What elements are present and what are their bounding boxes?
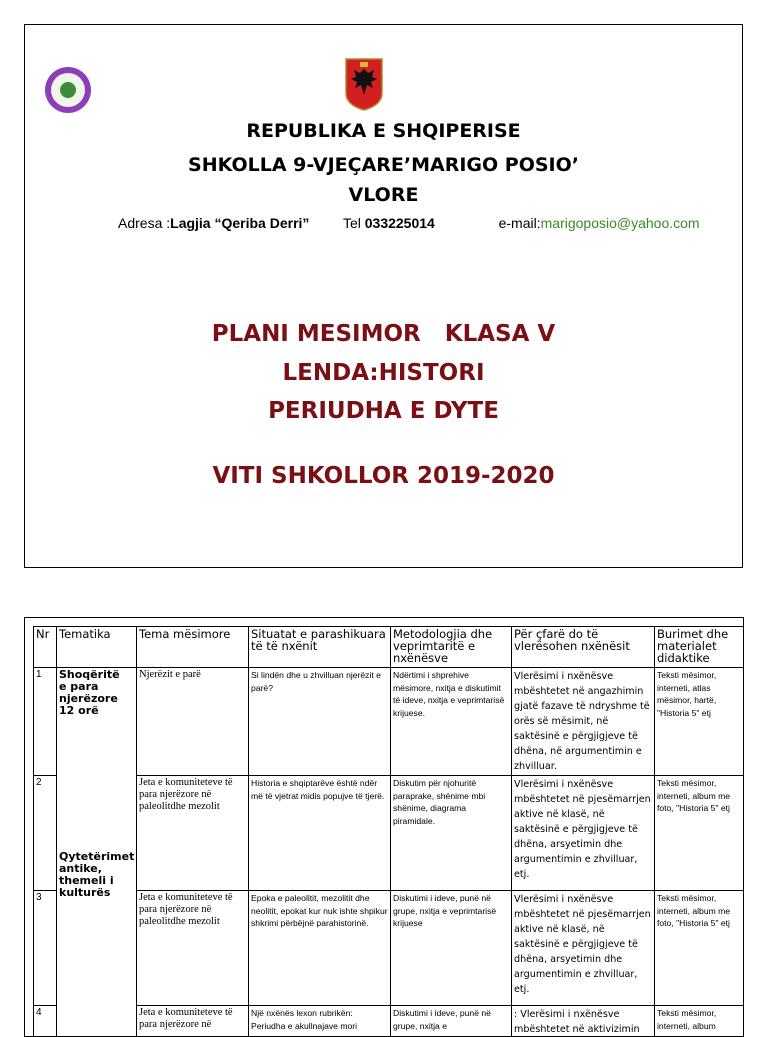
table-row — [34, 668, 745, 776]
cell-situata: Historia e shqiptarëve është ndër më të vjetrat midis popujve të tjerë. — [249, 776, 391, 891]
cell-tema: Njerëzit e parë — [137, 668, 249, 776]
cell-burimet: Teksti mësimor, interneti, album me foto, "Historia 5" etj — [655, 776, 745, 891]
cell-tema: Jeta e komuniteteve të para njerëzore në paleolitdhe mezolit — [137, 776, 249, 891]
address-value: Lagjia “Qeriba Derri” — [170, 215, 309, 231]
tematika-1: Shoqëritë e para njerëzore 12 orë — [59, 669, 129, 717]
cell-burimet: Teksti mësimor, interneti, album — [655, 1006, 745, 1037]
tel-value: 033225014 — [365, 215, 435, 231]
cell-vleresimi: Vlerësimi i nxënësve mbështetet në angazhimin gjatë fazave të ndryshme të orës së mësimit, në saktësinë e përgjigjeve të dhëna, në argumentimin e zhvilluar. — [512, 668, 655, 776]
cell-vleresimi: Vlerësimi i nxënësve mbështetet në pjesëmarrjen aktive në klasë, në saktësinë e përgjigjeve të dhëna, arsyetimin dhe argumentimin e zhvilluar, etj. — [512, 891, 655, 1006]
cell-nr: 2 — [34, 776, 57, 891]
cell-tema: Jeta e komuniteteve të para njerëzore në — [137, 1006, 249, 1037]
plan-title: PLANI MESIMOR KLASA V — [25, 321, 742, 347]
header-tema: Tema mësimore — [137, 627, 249, 668]
cell-situata: Si lindën dhe u zhvilluan njerëzit e parë? — [249, 668, 391, 776]
cover-page — [24, 24, 743, 568]
cell-nr: 3 — [34, 891, 57, 1006]
city-name: VLORE — [25, 184, 742, 206]
header-nr: Nr — [34, 627, 57, 668]
plan-table — [33, 626, 744, 1037]
cell-nr: 1 — [34, 668, 57, 776]
albania-emblem-icon — [344, 57, 384, 111]
cell-vleresimi: : Vlerësimi i nxënësve mbështetet në aktivizimin — [512, 1006, 655, 1037]
table-row — [34, 1006, 745, 1037]
header-burimet: Burimet dhe materialet didaktike — [655, 627, 745, 668]
table-row — [34, 776, 745, 891]
table-header-row — [34, 627, 745, 668]
school-name: SHKOLLA 9-VJEÇARE’MARIGO POSIO’ — [25, 154, 742, 176]
cell-situata: Epoka e paleolitit, mezolitit dhe neolitit, epokat kur nuk ishte shpikur shkrimi përbëjnë parahistorinë. — [249, 891, 391, 1006]
republic-title: REPUBLIKA E SHQIPERISE — [25, 120, 742, 142]
header-situata: Situatat e parashikuara të të nxënit — [249, 627, 391, 668]
cell-metodologjia: Ndërtimi i shprehive mësimore, nxitja e diskutimit të ideve, nxitja e veprimtarisë krijuese. — [391, 668, 512, 776]
cell-metodologjia: Diskutimi i ideve, punë në grupe, nxitja e veprimtarisë krijuese — [391, 891, 512, 1006]
tematika-2: Qytetërimet antike, themeli i kulturës — [59, 851, 117, 899]
school-logo-icon — [45, 67, 91, 113]
cell-tematika — [57, 668, 137, 1037]
table-row — [34, 891, 745, 1006]
cell-burimet: Teksti mësimor, interneti, album me foto, "Historia 5" etj — [655, 891, 745, 1006]
cell-metodologjia: Diskutim për njohuritë paraprake, shënime mbi shënime, diagrama piramidale. — [391, 776, 512, 891]
contact-line — [118, 215, 718, 231]
tel-label: Tel — [343, 215, 365, 231]
header-vleresimi: Për çfarë do të vlerësohen nxënësit — [512, 627, 655, 668]
email-label: e-mail: — [499, 215, 541, 231]
address-label: Adresa : — [118, 215, 170, 231]
cell-metodologjia: Diskutimi i ideve, punë në grupe, nxitja e — [391, 1006, 512, 1037]
subject-title: LENDA:HISTORI — [25, 360, 742, 386]
email-link[interactable]: marigoposio@yahoo.com — [541, 215, 700, 231]
header-tematika: Tematika — [57, 627, 137, 668]
period-title: PERIUDHA E DYTE — [25, 398, 742, 424]
cell-nr: 4 — [34, 1006, 57, 1037]
school-year: VITI SHKOLLOR 2019-2020 — [25, 463, 742, 489]
header-metodologjia: Metodologjia dhe veprimtaritë e nxënësve — [391, 627, 512, 668]
cell-vleresimi: Vlerësimi i nxënësve mbështetet në pjesëmarrjen aktive në klasë, në saktësinë e përgjigjeve të dhëna, arsyetimin dhe argumentimin e zhvilluar, etj. — [512, 776, 655, 891]
cell-tema: Jeta e komuniteteve të para njerëzore në paleolitdhe mezolit — [137, 891, 249, 1006]
cell-burimet: Teksti mësimor, interneti, atlas mësimor, hartë, "Historia 5" etj — [655, 668, 745, 776]
cell-situata: Një nxënës lexon rubrikën: Periudha e akullnajave mori — [249, 1006, 391, 1037]
plan-table-frame — [24, 617, 744, 1037]
